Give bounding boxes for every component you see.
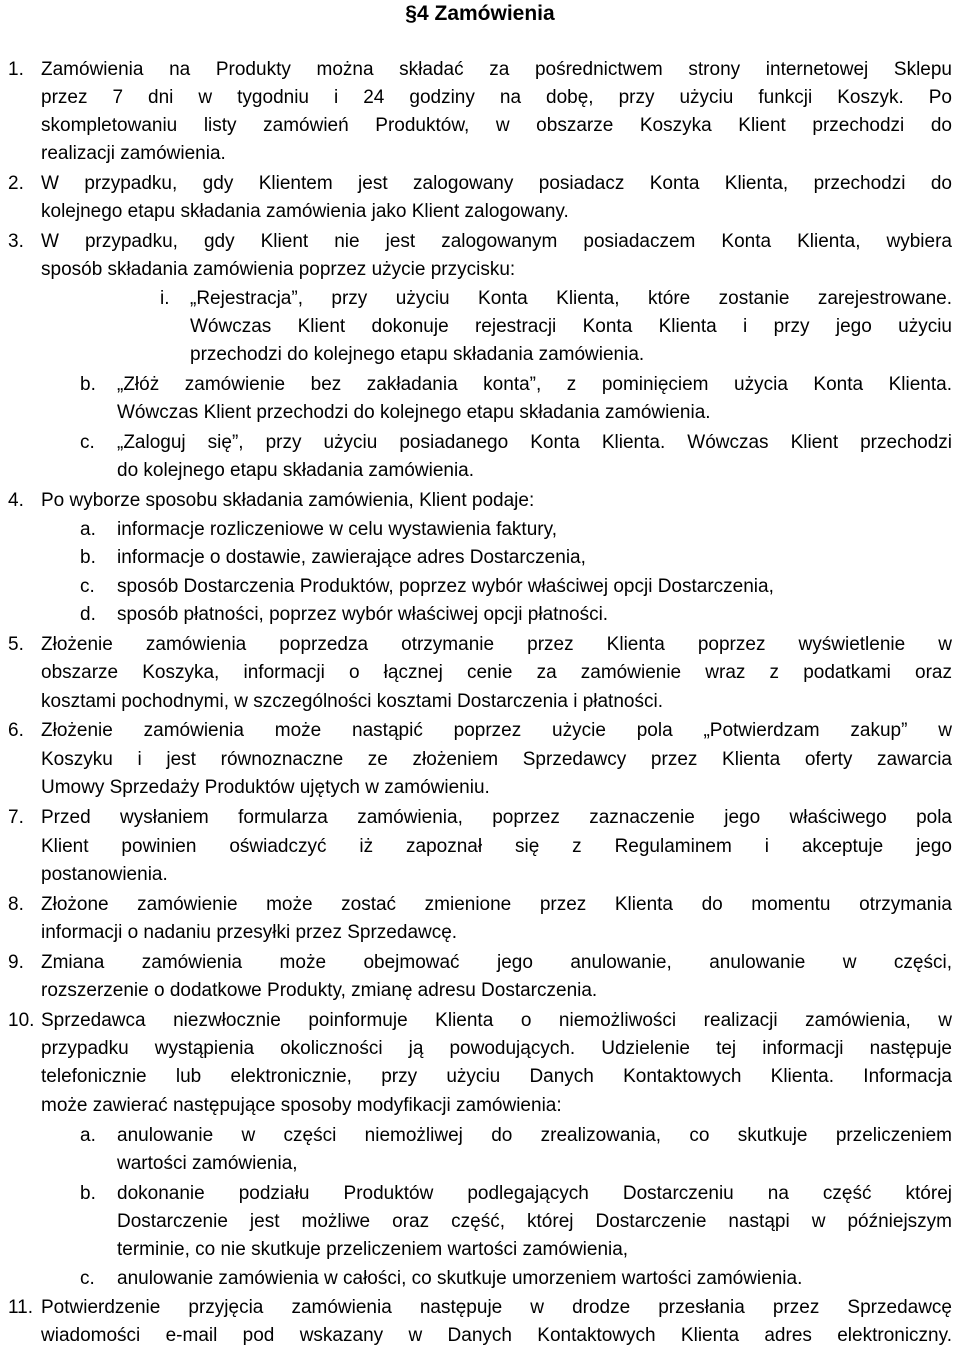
item-text-line: W przypadku, gdy Klientem jest zalogowany posiadacz Konta Klienta, przechodzi do: [41, 173, 952, 194]
item-number: 2.: [8, 173, 24, 194]
subitem-text-line: anulowanie w części niemożliwej do zrealizowania, co skutkuje przeliczeniem: [117, 1125, 952, 1146]
item-text-line: może zawierać następujące sposoby modyfikacji zamówienia:: [41, 1095, 562, 1116]
item-text-line: sposób składania zamówienia poprzez użycie przycisku:: [41, 259, 516, 280]
item-text-line: Sprzedawca niezwłocznie poinformuje Klienta o niemożliwości realizacji zamówienia, w: [41, 1010, 952, 1031]
item-text-line: Po wyborze sposobu składania zamówienia, Klient podaje:: [41, 490, 535, 511]
item-number: 7.: [8, 807, 24, 828]
subitem-text-line: Wówczas Klient dokonuje rejestracji Konta Klienta i przy jego użyciu: [190, 316, 952, 337]
item-text-line: Koszyku i jest równoznaczne ze złożeniem Sprzedawcy przez Klienta oferty zawarcia: [41, 749, 952, 770]
subitem-text-line: sposób płatności, poprzez wybór właściwej opcji płatności.: [117, 604, 609, 625]
item-text-line: skompletowaniu listy zamówień Produktów, w obszarze Koszyka Klient przechodzi do: [41, 115, 952, 136]
item-text-line: kolejnego etapu składania zamówienia jako Klient zalogowany.: [41, 201, 569, 222]
item-number: 10.: [8, 1010, 35, 1031]
subitem-text-line: przechodzi do kolejnego etapu składania zamówienia.: [190, 344, 645, 365]
item-text-line: przez 7 dni w tygodniu i 24 godziny na dobę, przy użyciu funkcji Koszyk. Po: [41, 87, 952, 108]
subitem-number: b.: [80, 547, 96, 568]
item-number: 3.: [8, 231, 24, 252]
item-text-line: Klient powinien oświadczyć iż zapoznał się z Regulaminem i akceptuje jego: [41, 836, 952, 857]
subitem-number: d.: [80, 604, 96, 625]
item-text-line: wiadomości e-mail pod wskazany w Danych Kontaktowych Klienta adres elektroniczny.: [41, 1325, 952, 1346]
subitem-number: c.: [80, 432, 95, 453]
subitem-number: a.: [80, 519, 96, 540]
subitem-text-line: dokonanie podziału Produktów podlegających Dostarczeniu na część której: [117, 1183, 952, 1204]
item-text-line: Złożone zamówienie może zostać zmienione przez Klienta do momentu otrzymania: [41, 894, 952, 915]
subitem-text-line: do kolejnego etapu składania zamówienia.: [117, 460, 475, 481]
item-text-line: realizacji zamówienia.: [41, 143, 226, 164]
item-text-line: Zamówienia na Produkty można składać za pośrednictwem strony internetowej Sklepu: [41, 59, 952, 80]
subitem-number: c.: [80, 576, 95, 597]
subitem-number: a.: [80, 1125, 96, 1146]
subitem-text-line: sposób Dostarczenia Produktów, poprzez wybór właściwej opcji Dostarczenia,: [117, 576, 774, 597]
subitem-text-line: „Rejestracja”, przy użyciu Konta Klienta, które zostanie zarejestrowane.: [190, 288, 952, 309]
item-text-line: kosztami pochodnymi, w szczególności kosztami Dostarczenia i płatności.: [41, 691, 663, 712]
item-text-line: telefonicznie lub elektronicznie, przy użyciu Danych Kontaktowych Klienta. Informacja: [41, 1066, 952, 1087]
item-text-line: Złożenie zamówienia może nastąpić poprzez użycie pola „Potwierdzam zakup” w: [41, 720, 952, 741]
item-text-line: rozszerzenie o dodatkowe Produkty, zmianę adresu Dostarczenia.: [41, 980, 598, 1001]
subitem-text-line: anulowanie zamówienia w całości, co skutkuje umorzeniem wartości zamówienia.: [117, 1268, 803, 1289]
subitem-text-line: „Zaloguj się”, przy użyciu posiadanego Konta Klienta. Wówczas Klient przechodzi: [117, 432, 952, 453]
item-number: 1.: [8, 59, 24, 80]
subitem-text-line: Dostarczenie jest możliwe oraz część, której Dostarczenie nastąpi w późniejszym: [117, 1211, 952, 1232]
item-number: 6.: [8, 720, 24, 741]
item-text-line: W przypadku, gdy Klient nie jest zalogowanym posiadaczem Konta Klienta, wybiera: [41, 231, 952, 252]
item-text-line: Umowy Sprzedaży Produktów ujętych w zamówieniu.: [41, 777, 490, 798]
item-number: 11.: [8, 1297, 34, 1318]
item-number: 9.: [8, 952, 24, 973]
item-text-line: Zmiana zamówienia może obejmować jego anulowanie, anulowanie w części,: [41, 952, 952, 973]
subitem-number: i.: [160, 288, 170, 309]
subitem-text-line: wartości zamówienia,: [117, 1153, 298, 1174]
item-text-line: przypadku wystąpienia okoliczności ją powodujących. Udzielenie tej informacji następuje: [41, 1038, 952, 1059]
item-number: 4.: [8, 490, 24, 511]
item-text-line: obszarze Koszyka, informacji o łącznej cenie za zamówienie wraz z podatkami oraz: [41, 662, 952, 683]
subitem-text-line: „Złóż zamówienie bez zakładania konta”, z pominięciem użycia Konta Klienta.: [117, 374, 952, 395]
subitem-text-line: informacje o dostawie, zawierające adres Dostarczenia,: [117, 547, 586, 568]
subitem-text-line: informacje rozliczeniowe w celu wystawienia faktury,: [117, 519, 557, 540]
subitem-text-line: terminie, co nie skutkuje przeliczeniem wartości zamówienia,: [117, 1239, 629, 1260]
subitem-text-line: Wówczas Klient przechodzi do kolejnego etapu składania zamówienia.: [117, 402, 711, 423]
item-text-line: Potwierdzenie przyjęcia zamówienia następuje w drodze przesłania przez Sprzedawcę: [41, 1297, 952, 1318]
subitem-number: b.: [80, 374, 96, 395]
item-number: 5.: [8, 634, 24, 655]
item-number: 8.: [8, 894, 24, 915]
subitem-number: b.: [80, 1183, 96, 1204]
item-text-line: postanowienia.: [41, 864, 168, 885]
item-text-line: Przed wysłaniem formularza zamówienia, poprzez zaznaczenie jego właściwego pola: [41, 807, 952, 828]
item-text-line: Złożenie zamówienia poprzedza otrzymanie przez Klienta poprzez wyświetlenie w: [41, 634, 952, 655]
section-title: §4 Zamówienia: [405, 2, 555, 25]
subitem-number: c.: [80, 1268, 95, 1289]
item-text-line: informacji o nadaniu przesyłki przez Sprzedawcę.: [41, 922, 458, 943]
